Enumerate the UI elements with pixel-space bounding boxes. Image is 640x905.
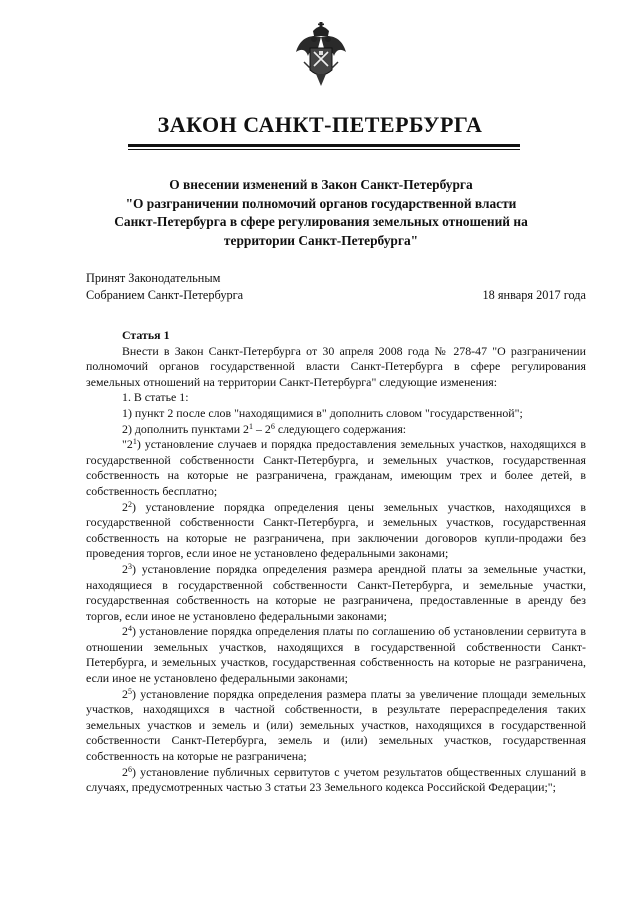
subtitle-line: Санкт-Петербурга в сфере регулирования земельных отношений на <box>114 214 528 229</box>
adoption-line: Собранием Санкт-Петербурга <box>86 288 244 302</box>
item-1: 1. В статье 1: <box>122 390 189 405</box>
title-underline-thick <box>128 144 520 147</box>
adoption-info <box>86 270 243 304</box>
subtitle-line: "О разграничении полномочий органов государственной власти <box>125 195 517 211</box>
subtitle-line: О внесении изменений в Закон Санкт-Петербурга <box>169 177 473 192</box>
article-body <box>86 328 586 796</box>
subtitle-line: территории Санкт-Петербурга" <box>223 232 419 248</box>
law-title: ЗАКОН САНКТ-ПЕТЕРБУРГА <box>157 112 483 137</box>
adoption-date: 18 января 2017 года <box>482 288 586 302</box>
point-2-2: $2^2$) установление порядка определения цены земельных участков, находящихся в государственной собственности Санкт-Петербурга, и земельных участков, государственная собственность на которые не разграничена, при заключении договоров купли-продажи без проведения торгов, если иное не установлено федеральными законами; <box>86 499 586 561</box>
point-2-1: "$2^1$) установление случаев и порядка предоставления земельных участков, находящихся в государственной собственности Санкт-Петербурга, и земельных участков, государственная собственность на которые не разграничена, гражданам, имеющим трех и более детей, в собственность бесплатно; <box>86 437 586 498</box>
article-heading: Статья 1 <box>122 328 170 342</box>
coat-of-arms-icon <box>294 22 348 94</box>
subitem-2: 2) дополнить пунктами $2^1 - 2^6$ следующего содержания: <box>122 421 407 436</box>
subitem-1: 1) пункт 2 после слов "находящимися в" дополнить словом "государственной"; <box>122 405 523 420</box>
title-underline-thin <box>128 149 520 150</box>
law-subtitle <box>86 176 556 250</box>
point-2-4: $2^4$) установление порядка определения платы по соглашению об установлении сервитута в отношении земельных участков, находящихся в государственной собственности Санкт-Петербурга, и земельных участков, государственная собственность на которые не разграничена, если иное не установлено федеральными законами; <box>86 624 586 686</box>
point-2-6: $2^6$) установление публичных сервитутов с учетом результатов общественных слушаний в случаях, предусмотренных частью 3 статьи 23 Земельного кодекса Российской Федерации;"; <box>86 764 586 795</box>
point-2-3: $2^3$) установление порядка определения размера арендной платы за земельные участки, находящиеся в государственной собственности Санкт-Петербурга, и земельные участки, государственная собственность на которые не разграничена, предоставленные в аренду без торгов, если иное не установлено федеральными законами; <box>86 561 586 623</box>
article-intro: Внести в Закон Санкт-Петербурга от 30 апреля 2008 года № 278-47 "О разграничении полномочий органов государственной власти Санкт-Петербурга в сфере регулирования земельных отношений на территории Санкт-Петербурга" следующие изменения: <box>86 343 586 389</box>
adoption-line: Принят Законодательным <box>86 271 221 285</box>
point-2-5: $2^5$) установление порядка определения размера платы за увеличение площади земельных участков, находящихся в частной собственности, в результате перераспределения таких земельных участков и земель и (или) земельных участков, находящихся в государственной собственности Санкт-Петербурга, земель и (или) земельных участков, государственная собственность на которые не разграничена; <box>86 686 586 764</box>
